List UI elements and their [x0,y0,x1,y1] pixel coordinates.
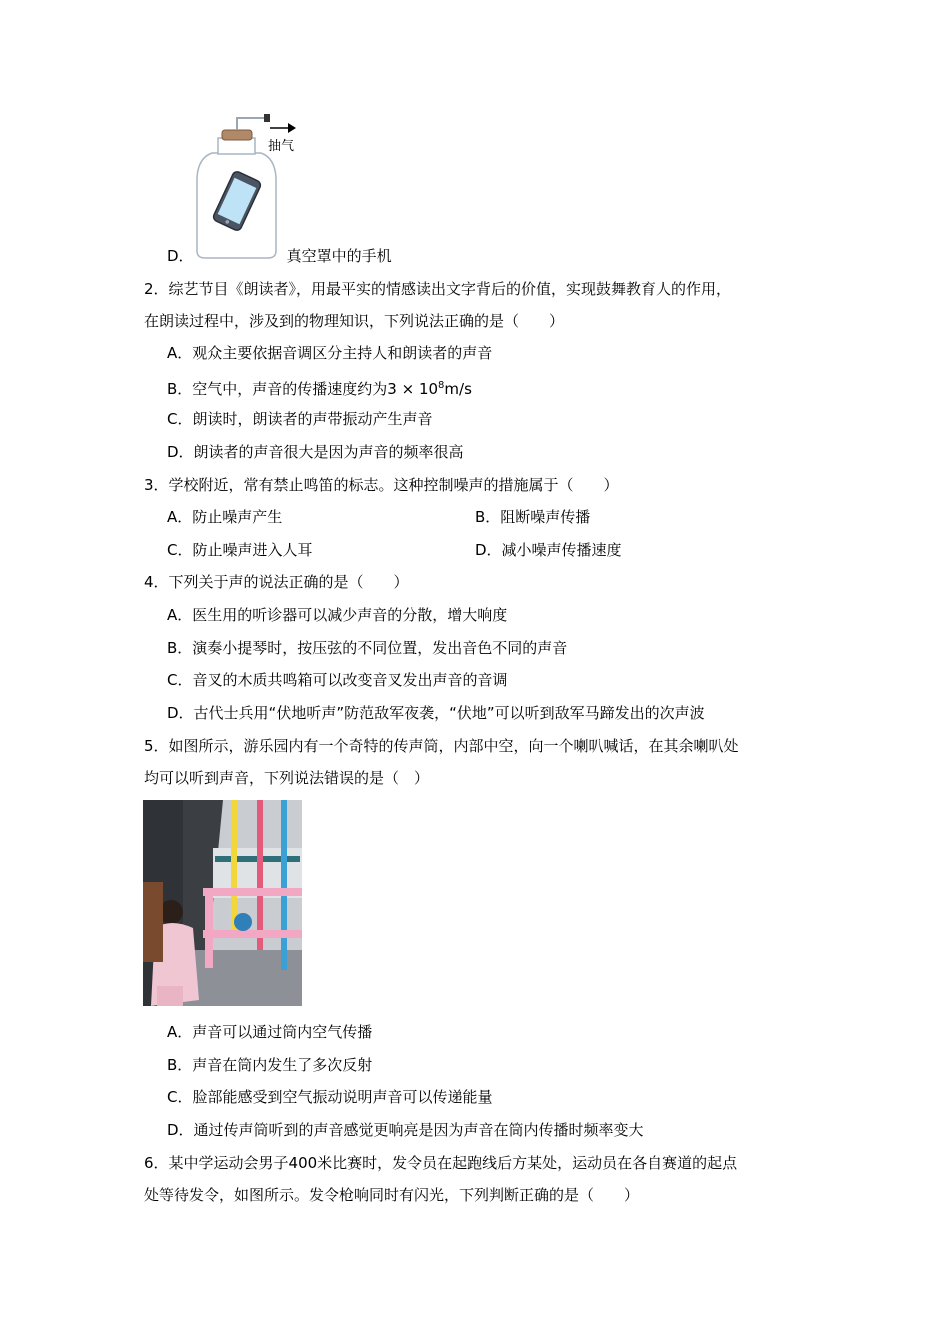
q1-option-d [167,246,392,266]
q4-option-c: C．音叉的木质共鸣箱可以改变音叉发出声音的音调 [167,671,508,689]
q4-option-d: D．古代士兵用“伏地听声”防范敌军夜袭，“伏地”可以听到敌军马蹄发出的次声波 [167,704,705,722]
q2-option-b-text: B．空气中，声音的传播速度约为3 × 10 [167,380,439,398]
q5-stem-line2: 均可以听到声音，下列说法错误的是（ ） [144,769,430,787]
q5-option-c: C．脸部能感受到空气振动说明声音可以传递能量 [167,1088,493,1106]
q5-option-d: D．通过传声筒听到的声音感觉更响亮是因为声音在筒内传播时频率变大 [167,1121,644,1139]
q3-option-c: C．防止噪声进入人耳 [167,541,313,559]
q4-stem: 4．下列关于声的说法正确的是（ ） [144,573,409,591]
q5-option-a: A．声音可以通过筒内空气传播 [167,1023,373,1041]
q2-stem-line2: 在朗读过程中，涉及到的物理知识，下列说法正确的是（ ） [144,312,565,330]
q3-stem: 3．学校附近，常有禁止鸣笛的标志。这种控制噪声的措施属于（ ） [144,476,619,494]
q3-option-a: A．防止噪声产生 [167,508,283,526]
q6-stem-line1: 6．某中学运动会男子400米比赛时，发令员在起跑线后方某处，运动员在各自赛道的起点 [144,1154,738,1172]
q2-option-b-unit: m/s [444,380,472,398]
q2-option-b [167,376,472,399]
q2-stem-line1: 2．综艺节目《朗读者》，用最平实的情感读出文字背后的价值，实现鼓舞教育人的作用， [144,280,732,298]
q5-option-b: B．声音在筒内发生了多次反射 [167,1056,373,1074]
q4-option-b: B．演奏小提琴时，按压弦的不同位置，发出音色不同的声音 [167,639,568,657]
q4-option-a: A．医生用的听诊器可以减少声音的分散，增大响度 [167,606,508,624]
q1-option-d-caption: 真空罩中的手机 [286,247,392,265]
q5-stem-line1: 5．如图所示，游乐园内有一个奇特的传声筒，内部中空，向一个喇叭喊话，在其余喇叭处 [144,737,739,755]
q2-option-d: D．朗读者的声音很大是因为声音的频率很高 [167,443,464,461]
q2-option-c: C．朗读时，朗读者的声带振动产生声音 [167,410,433,428]
q2-option-b-exponent: 8 [438,380,445,391]
q3-option-b: B．阻断噪声传播 [475,508,591,526]
q3-option-d: D．减小噪声传播速度 [475,541,622,559]
speaking-tube-photo [143,800,302,1006]
q6-stem-line2: 处等待发令，如图所示。发令枪响同时有闪光，下列判断正确的是（ ） [144,1186,640,1204]
q1-option-d-letter: D． [167,247,194,265]
pump-label: 抽气 [268,139,295,154]
q2-option-a: A．观众主要依据音调区分主持人和朗读者的声音 [167,344,493,362]
vacuum-jar-figure [190,108,310,264]
